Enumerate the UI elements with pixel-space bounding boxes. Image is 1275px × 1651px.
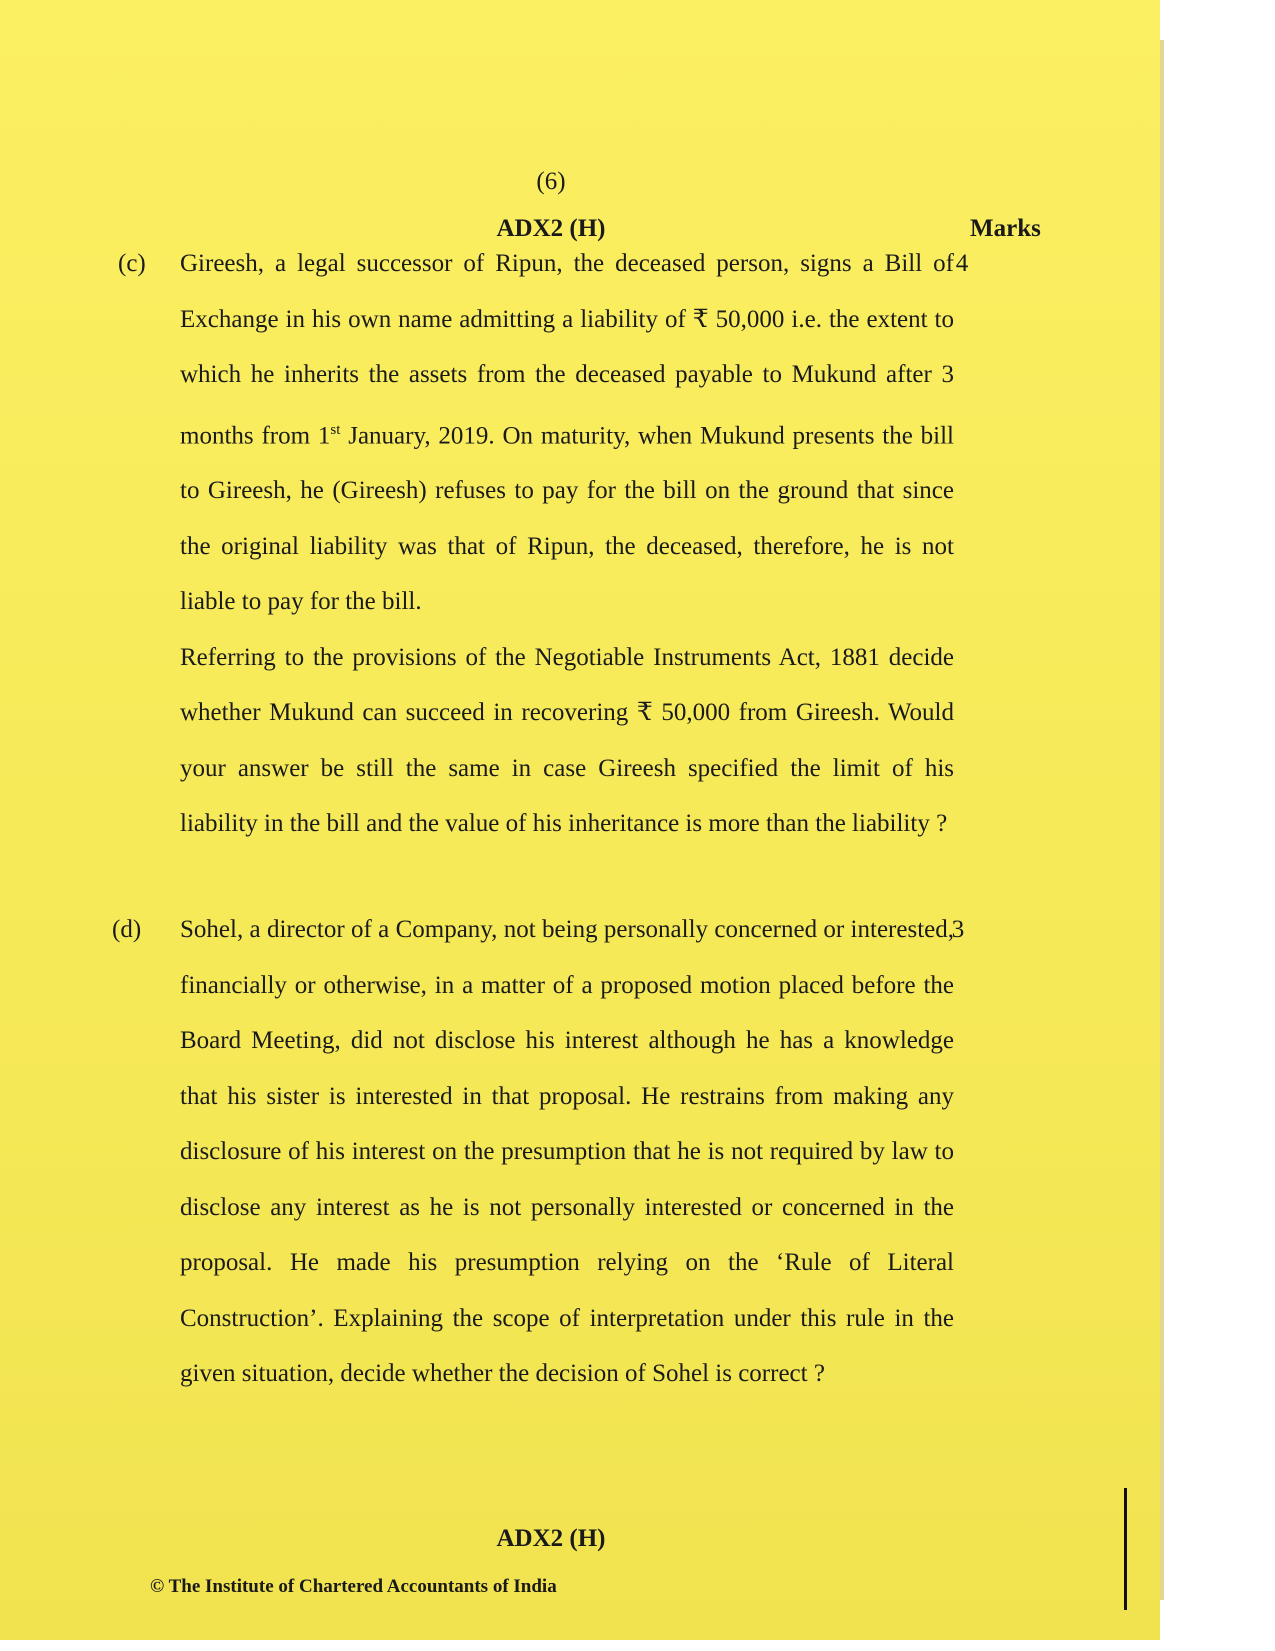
- copyright-notice: © The Institute of Chartered Accountants of India: [150, 1576, 557, 1597]
- question-d-label: (d): [112, 916, 142, 943]
- binding-mark: [1124, 1488, 1127, 1610]
- question-c-text: [180, 236, 954, 852]
- question-d-marks: 3: [951, 916, 965, 943]
- question-c-marks: 4: [955, 250, 969, 277]
- question-c-label: (c): [118, 250, 146, 277]
- page-number: (6): [536, 168, 566, 195]
- paper-code-header: ADX2 (H): [496, 215, 606, 242]
- paper-code-footer: ADX2 (H): [496, 1525, 606, 1552]
- marks-column-header: Marks: [970, 215, 1041, 242]
- question-d-text: [180, 902, 954, 1402]
- question-c-paragraph-2: Referring to the provisions of the Negotiable Instruments Act, 1881 decide whether Mukund can succeed in recovering ₹ 50,000 from Gireesh. Would your answer be still the same in case Gireesh specified the limit of his liability in the bill and the value of his inheritance is more than the liability ?: [180, 643, 954, 838]
- page-edge: [1160, 40, 1164, 1600]
- question-c-paragraph-1: Gireesh, a legal successor of Ripun, the deceased person, signs a Bill of Exchange in his own name admitting a liability of ₹ 50,000 i.e. the extent to which he inherits the assets from the deceased payable to Mukund after 3 months from 1st January, 2019. On maturity, when Mukund presents the bill to Gireesh, he (Gireesh) refuses to pay for the bill on the ground that since the original liability was that of Ripun, the deceased, therefore, he is not liable to pay for the bill.: [180, 250, 954, 616]
- question-d-paragraph-1: Sohel, a director of a Company, not being personally concerned or interested, financially or otherwise, in a matter of a proposed motion placed before the Board Meeting, did not disclose his interest although he has a knowledge that his sister is interested in that proposal. He restrains from making any disclosure of his interest on the presumption that he is not required by law to disclose any interest as he is not personally interested or concerned in the proposal. He made his presumption relying on the ‘Rule of Literal Construction’. Explaining the scope of interpretation under this rule in the given situation, decide whether the decision of Sohel is correct ?: [180, 916, 954, 1387]
